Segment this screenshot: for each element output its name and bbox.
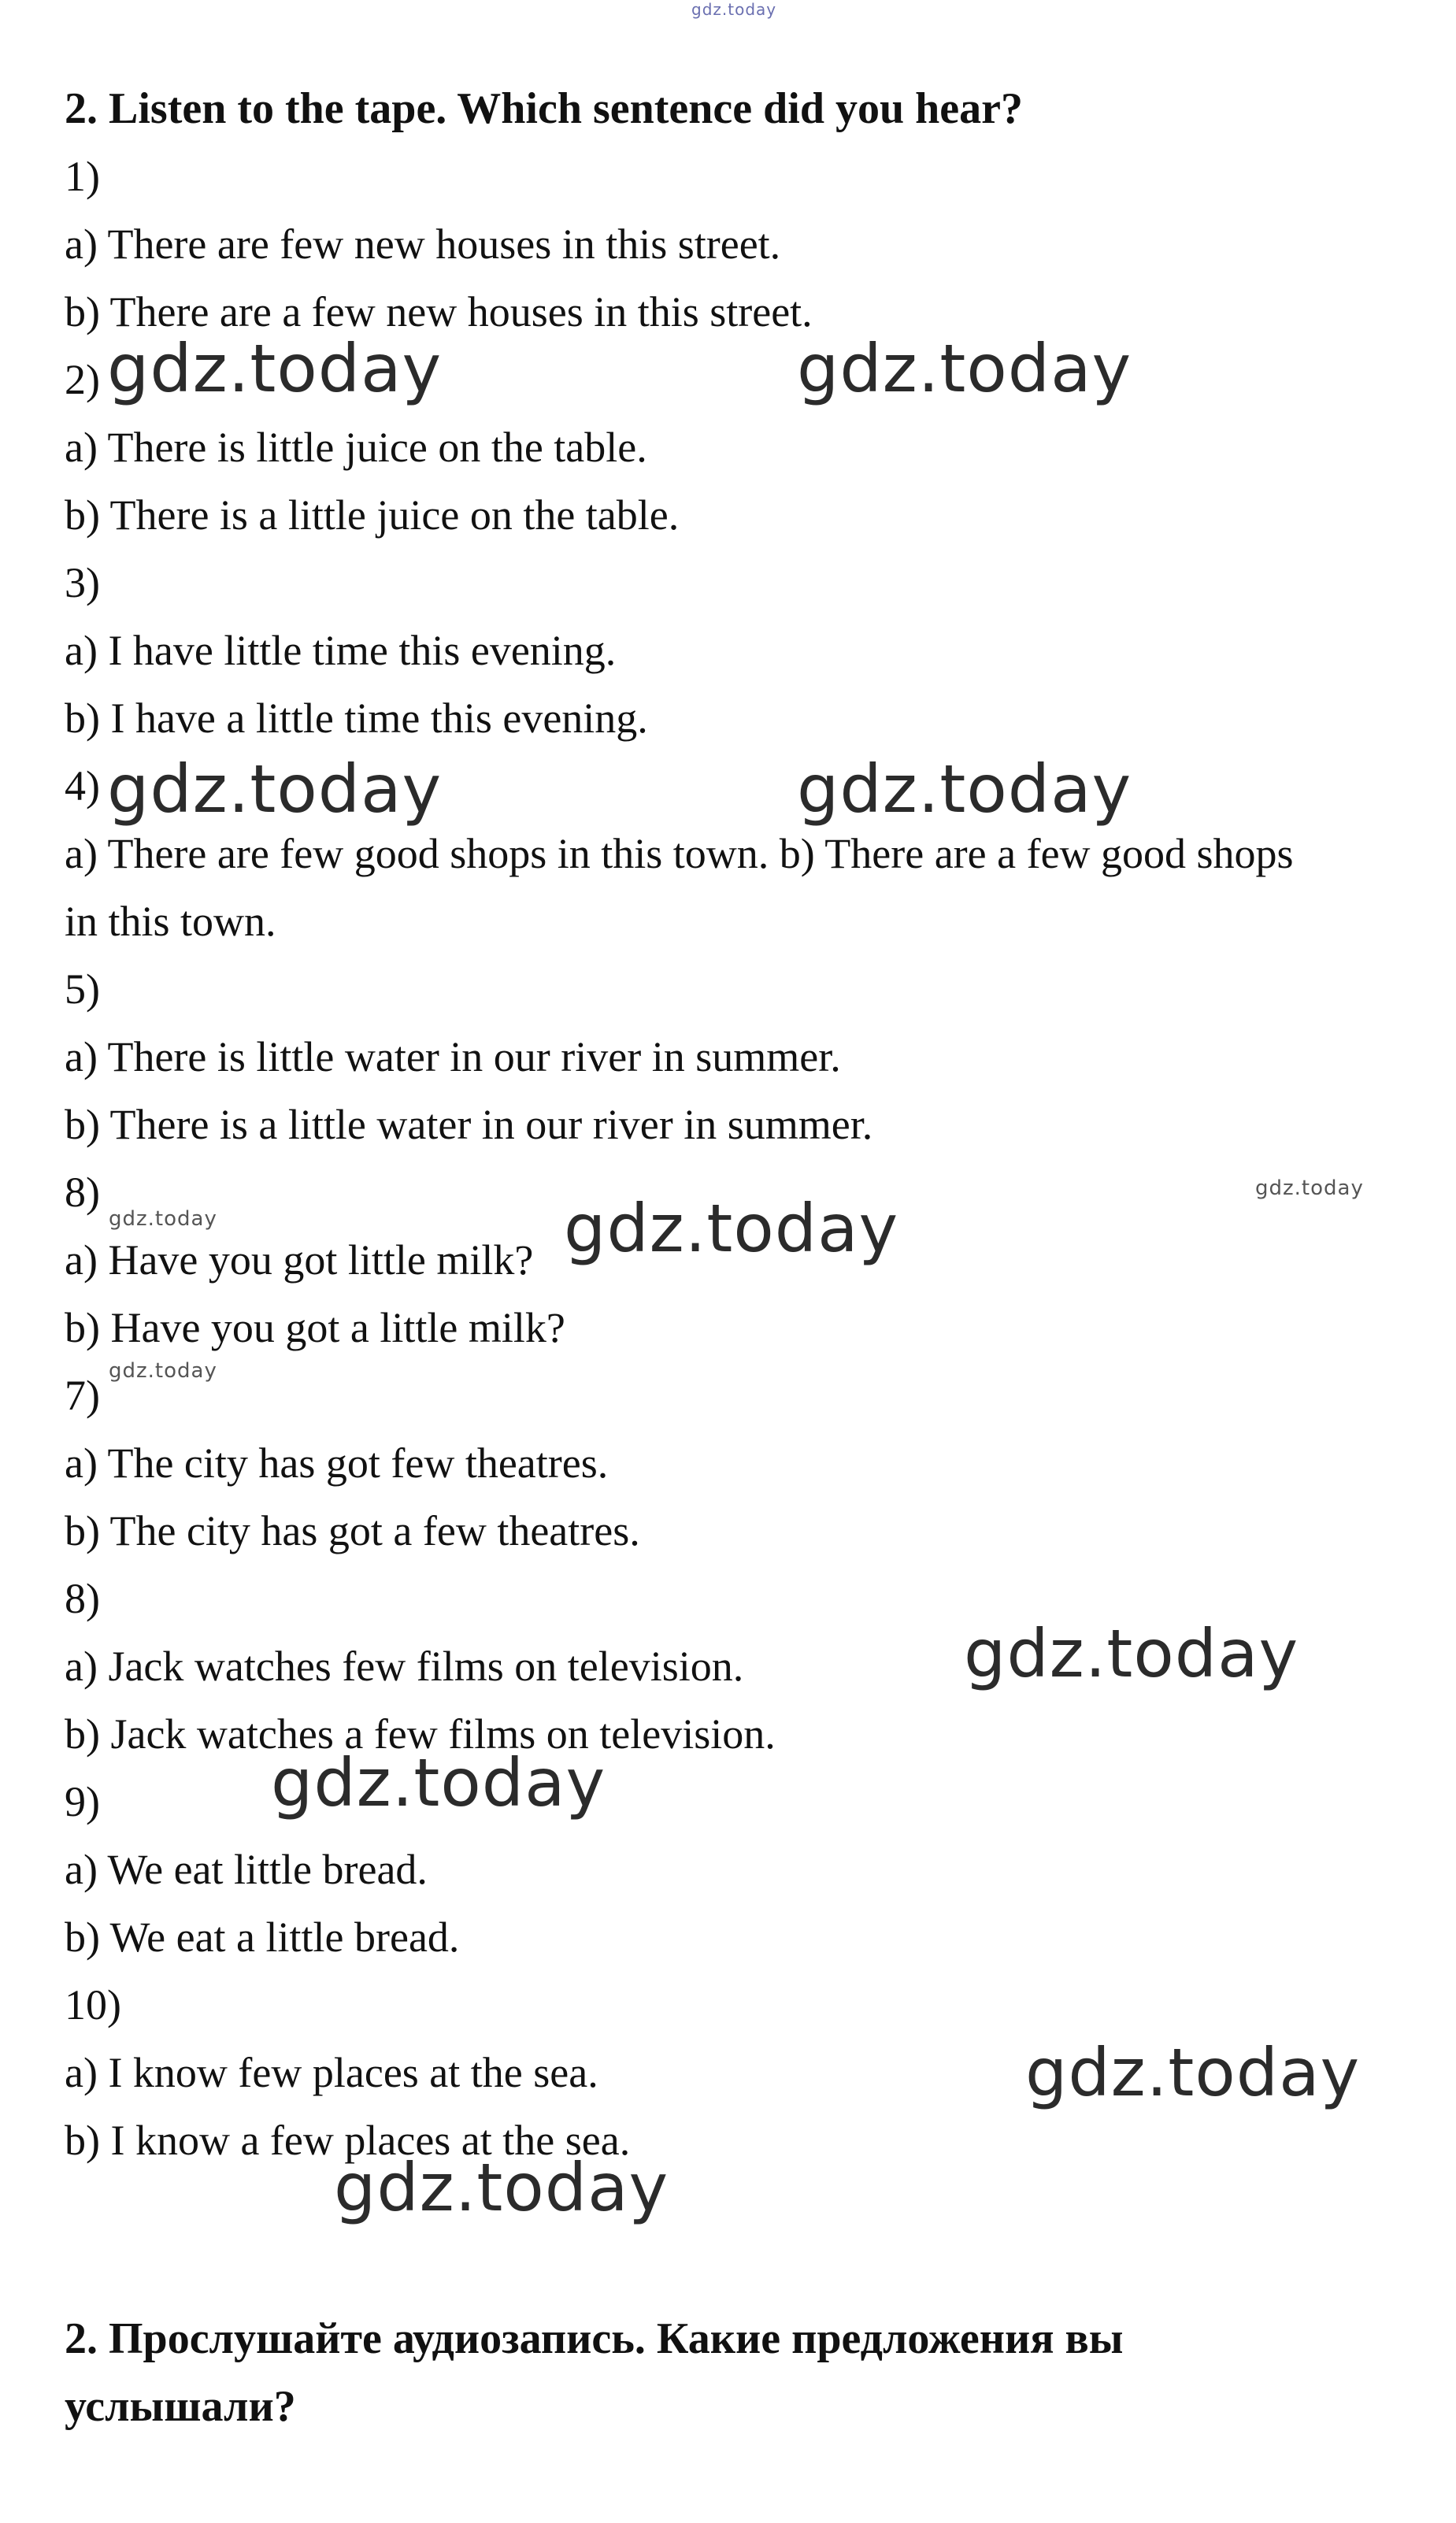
option-a: a) I know few places at the sea. [65,2049,598,2096]
option-a: a) Jack watches few films on television. [65,1643,744,1690]
option-b: b) There is a little juice on the table. [65,491,680,539]
watermark: gdz.today [271,1744,606,1821]
watermark-small: gdz.today [109,1207,217,1231]
item-number: 9) [65,1778,100,1825]
option-a: a) Have you got little milk? [65,1236,534,1284]
option-b: b) Jack watches a few films on television. [65,1710,776,1758]
option-b: b) There is a little water in our river in summer. [65,1101,873,1148]
option-a: a) The city has got few theatres. [65,1439,609,1487]
option-b: b) I know a few places at the sea. [65,2117,631,2164]
watermark-top: gdz.today [691,0,777,19]
option-a: a) There are few good shops in this town. b) There are a few good shops [65,830,1294,877]
option-b: b) Have you got a little milk? [65,1304,565,1351]
option-a: a) We eat little bread. [65,1846,428,1893]
watermark-small: gdz.today [109,1359,217,1383]
option-a: a) There are few new houses in this street. [65,220,781,268]
exercise-title-en: 2. Listen to the tape. Which sentence did you hear? [65,84,1023,133]
item-number: 2) [65,356,100,403]
item-number: 8) [65,1169,100,1216]
item-number: 5) [65,965,100,1013]
option-a: a) I have little time this evening. [65,627,617,674]
option-b: b) There are a few new houses in this street. [65,288,813,335]
option-a: a) There is little water in our river in summer. [65,1033,841,1080]
option-a: a) There is little juice on the table. [65,424,647,471]
option-b: in this town. [65,898,276,945]
item-number: 7) [65,1372,100,1419]
item-number: 3) [65,559,100,606]
watermark: gdz.today [107,750,443,828]
option-b: b) I have a little time this evening. [65,695,648,742]
watermark: gdz.today [797,330,1132,407]
watermark: gdz.today [797,750,1132,828]
item-number: 4) [65,762,100,810]
watermark-small: gdz.today [1255,1176,1364,1200]
item-number: 8) [65,1575,100,1622]
item-number: 1) [65,153,100,200]
watermark: gdz.today [1025,2034,1361,2111]
watermark: gdz.today [564,1190,899,1267]
watermark: gdz.today [107,330,443,407]
watermark: gdz.today [334,2149,669,2226]
exercise-title-ru-line1: 2. Прослушайте аудиозапись. Какие предложения вы [65,2314,1124,2363]
option-b: b) We eat a little bread. [65,1914,460,1961]
watermark: gdz.today [964,1615,1299,1692]
item-number: 10) [65,1981,121,2028]
option-b: b) The city has got a few theatres. [65,1507,640,1554]
exercise-title-ru-line2: услышали? [65,2382,296,2431]
